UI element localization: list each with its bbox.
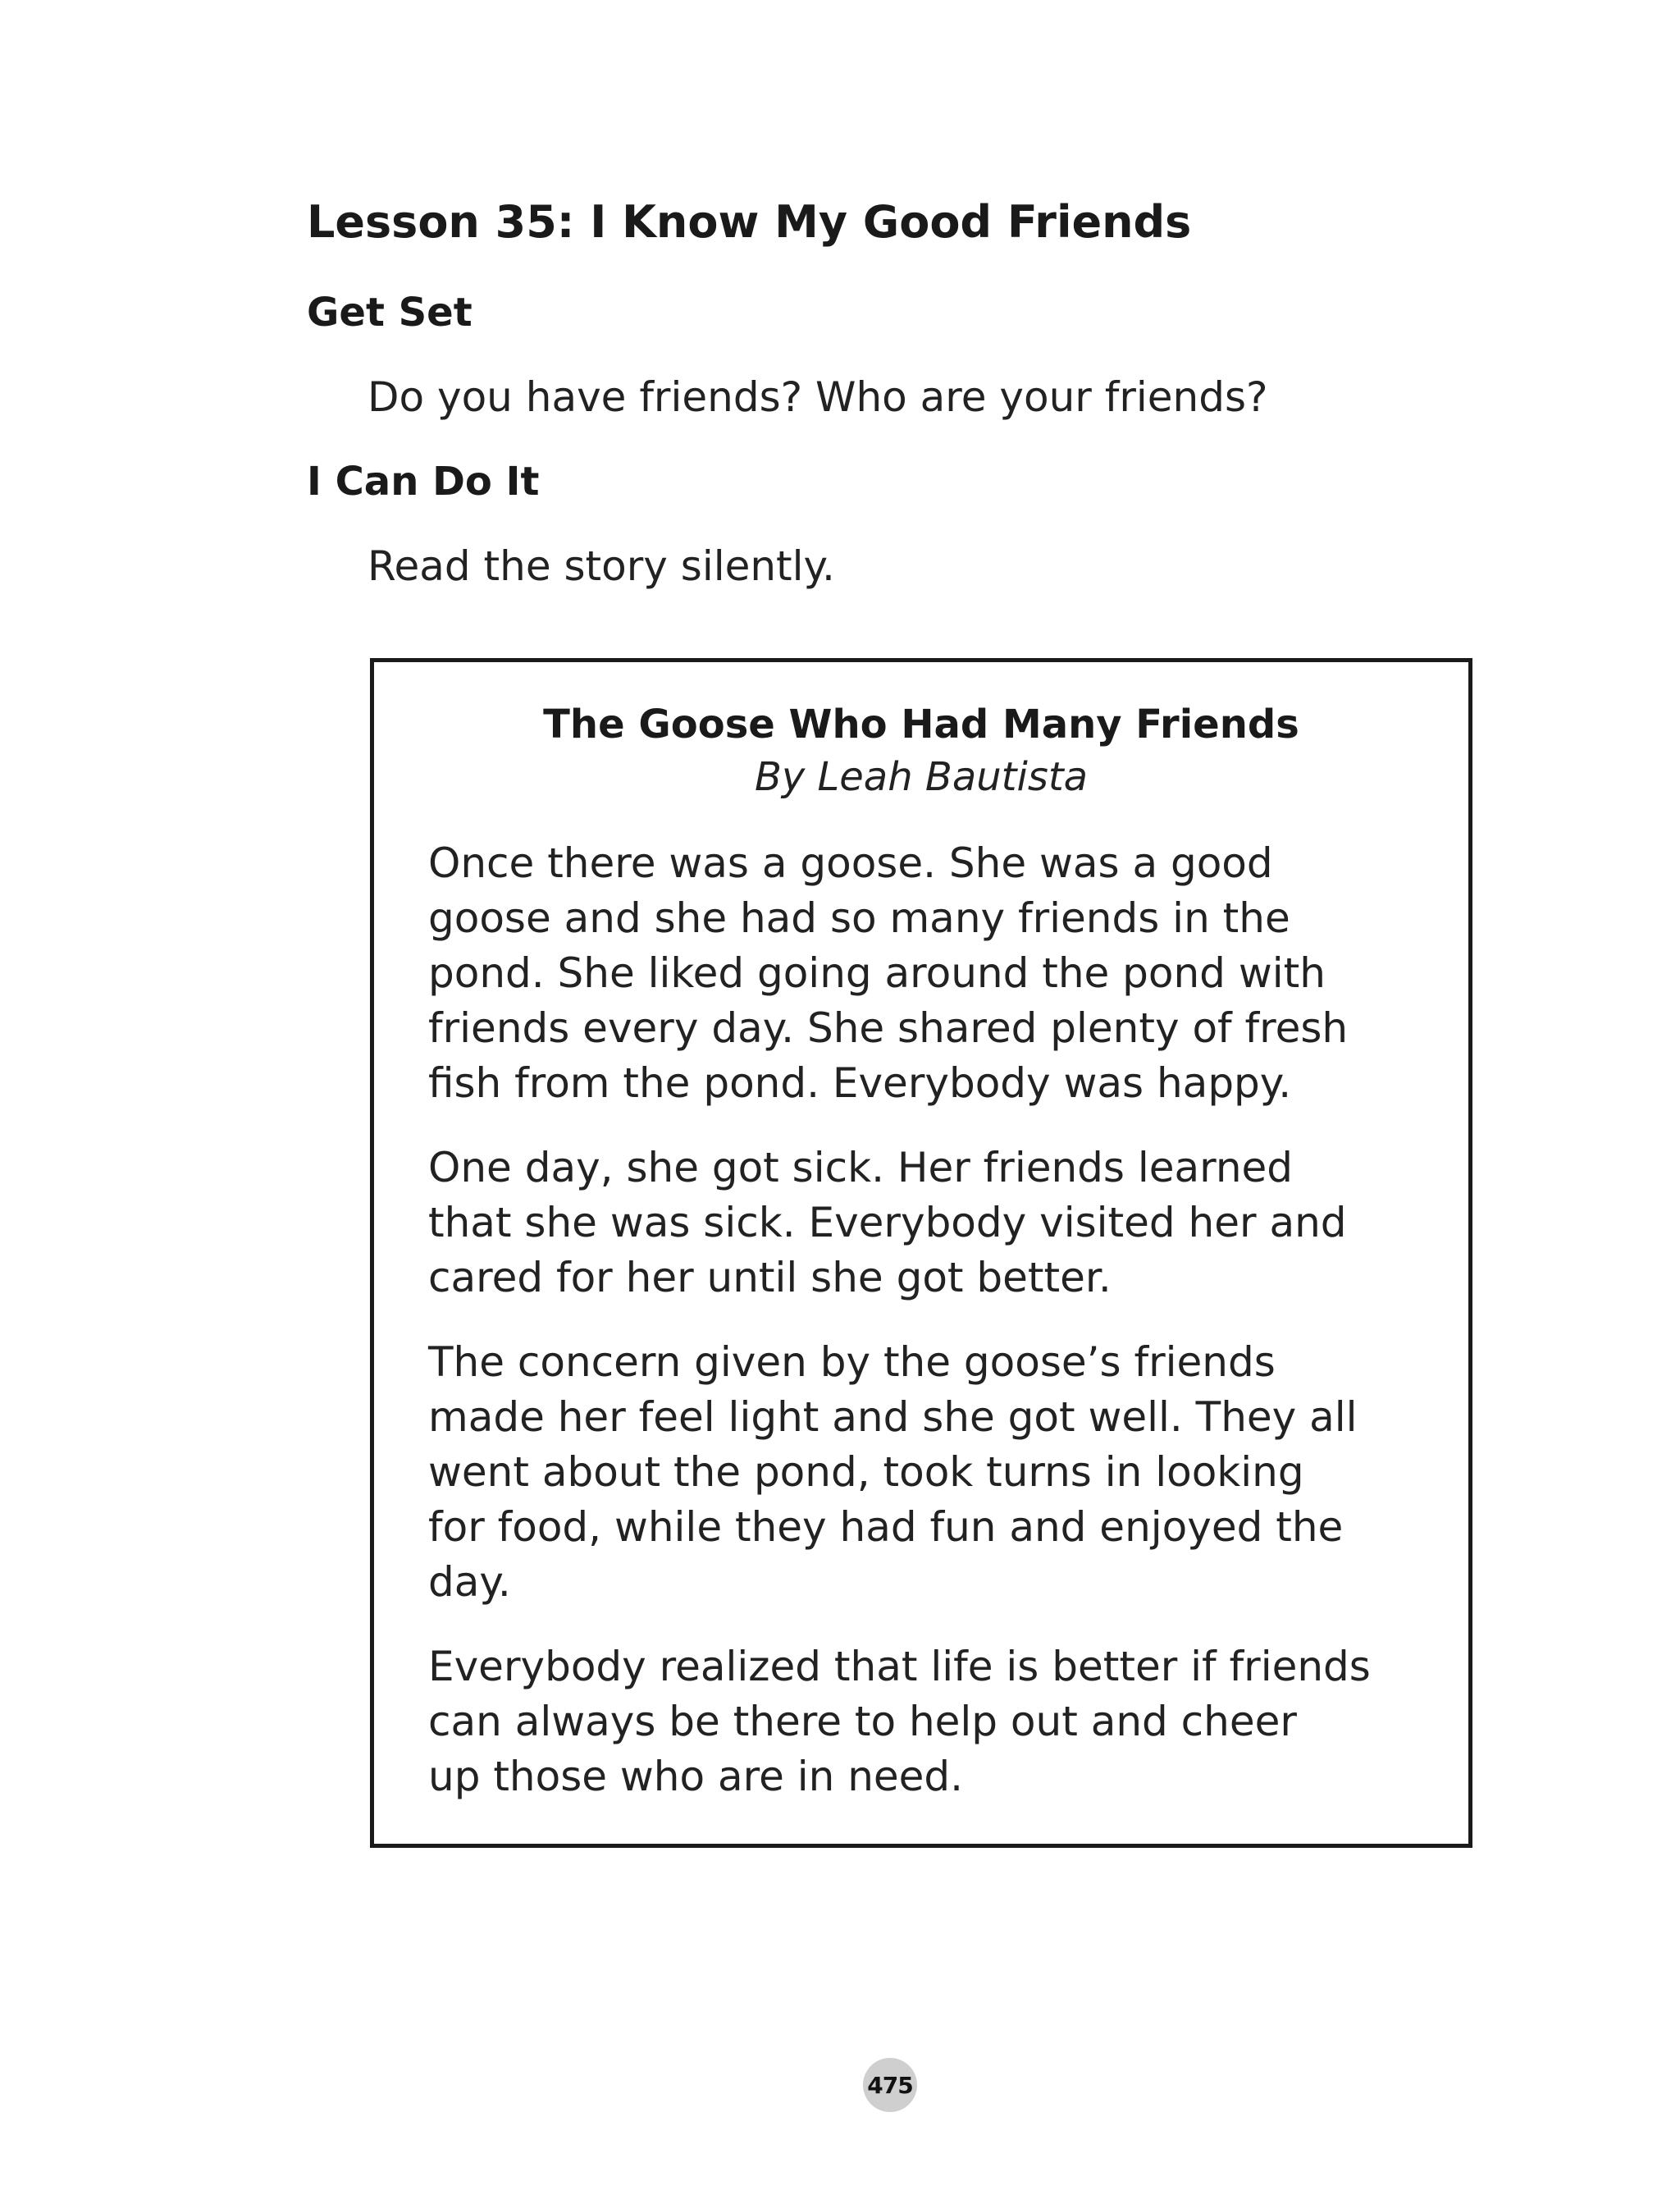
story-line: can always be there to help out and cheer (428, 1698, 1297, 1745)
story-title: The Goose Who Had Many Friends (543, 702, 1299, 748)
story-line: day. (428, 1558, 511, 1606)
story-line: cared for her until she got better. (428, 1254, 1112, 1301)
lesson-title: Lesson 35: I Know My Good Friends (307, 196, 1192, 248)
story-paragraph-4 (428, 1639, 1413, 1804)
get-set-heading: Get Set (307, 290, 472, 336)
story-paragraph-1 (428, 836, 1413, 1111)
story-line: Once there was a goose. She was a good (428, 839, 1273, 887)
story-author: By Leah Bautista (754, 754, 1089, 800)
i-can-do-it-heading: I Can Do It (307, 459, 540, 505)
story-line: The concern given by the goose’s friends (428, 1338, 1276, 1386)
i-can-do-it-instruction: Read the story silently. (368, 542, 835, 590)
story-paragraph-3 (428, 1335, 1413, 1610)
story-box (370, 658, 1472, 1848)
story-line: fish from the pond. Everybody was happy. (428, 1059, 1292, 1107)
story-line: Everybody realized that life is better if friends (428, 1643, 1371, 1690)
story-line: up those who are in need. (428, 1753, 964, 1800)
story-line: went about the pond, took turns in looking (428, 1448, 1304, 1496)
story-line: pond. She liked going around the pond with (428, 949, 1326, 997)
story-line: One day, she got sick. Her friends learned (428, 1144, 1294, 1191)
story-paragraph-2 (428, 1141, 1413, 1305)
story-line: for food, while they had fun and enjoyed the (428, 1503, 1344, 1551)
story-line: that she was sick. Everybody visited her and (428, 1199, 1347, 1246)
story-line: friends every day. She shared plenty of fresh (428, 1004, 1349, 1052)
story-line: goose and she had so many friends in the (428, 894, 1290, 942)
page-number-badge (863, 2058, 917, 2112)
story-body (428, 836, 1413, 1834)
story-line: made her feel light and she got well. They all (428, 1393, 1358, 1441)
page-number: 475 (867, 2071, 913, 2099)
get-set-question: Do you have friends? Who are your friends? (368, 373, 1268, 421)
